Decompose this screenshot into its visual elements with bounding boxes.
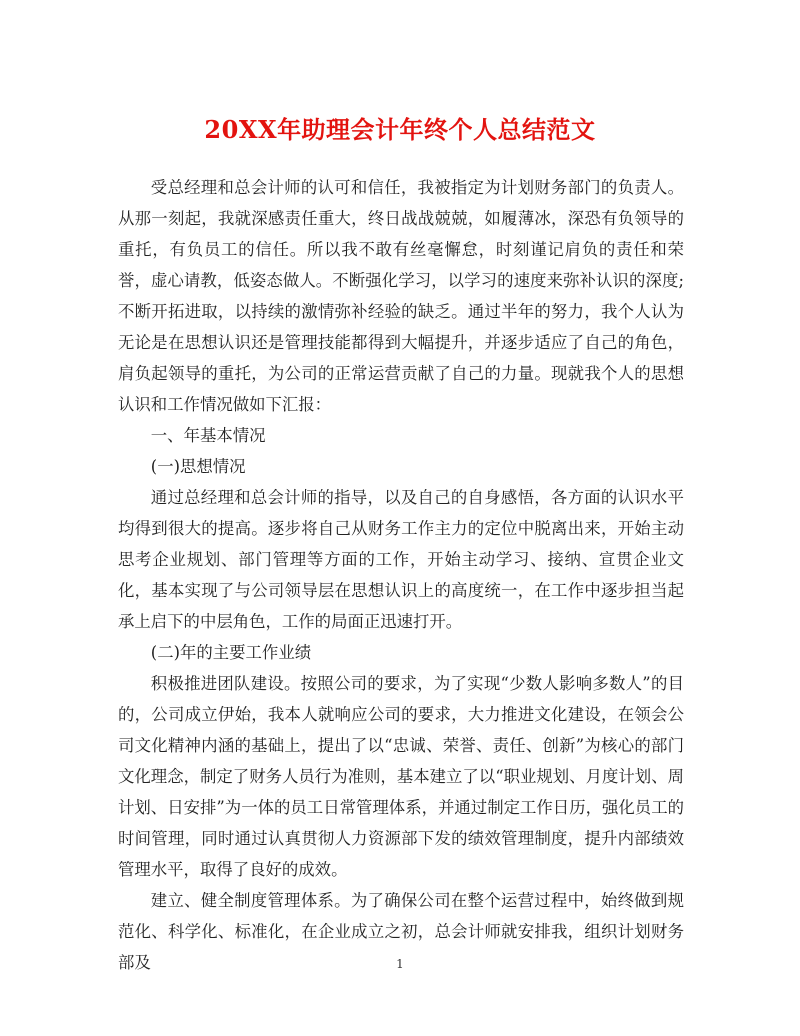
paragraph-thinking: 通过总经理和总会计师的指导，以及自己的自身感悟，各方面的认识水平均得到很大的提高。逐步将自己从财务工作主力的定位中脱离出来，开始主动思考企业规划、部门管理等方面的工作，开始主动学习、接纳、宣贯企业文化，基本实现了与公司领导层在思想认识上的高度统一，在工作中逐步担当起承上启下的中层角色，工作的局面正迅速打开。 xyxy=(118,488,684,631)
paragraph-system-building: 建立、健全制度管理体系。为了确保公司在整个运营过程中，始终做到规范化、科学化、标准化，在企业成立之初，总会计师就安排我，组织计划财务部及 xyxy=(118,891,684,972)
section-heading-basic-situation: 一、年基本情况 xyxy=(150,426,266,445)
document-body xyxy=(118,172,684,978)
paragraph-intro: 受总经理和总会计师的认可和信任，我被指定为计划财务部门的负责人。从那一刻起，我就深感责任重大，终日战战兢兢，如履薄冰，深恐有负领导的重托，有负员工的信任。所以我不敢有丝毫懈怠，时刻谨记肩负的责任和荣誉，虚心请教，低姿态做人。不断强化学习，以学习的速度来弥补认识的深度;不断开拓进取，以持续的激情弥补经验的缺乏。通过半年的努力，我个人认为无论是在思想认识还是管理技能都得到大幅提升，并逐步适应了自己的角色，肩负起领导的重托，为公司的正常运营贡献了自己的力量。现就我个人的思想认识和工作情况做如下汇报： xyxy=(118,178,684,414)
page-number: 1 xyxy=(396,957,404,971)
subsection-heading-achievements: (二)年的主要工作业绩 xyxy=(150,643,312,662)
paragraph-team-building: 积极推进团队建设。按照公司的要求，为了实现“少数人影响多数人”的目的，公司成立伊始，我本人就响应公司的要求，大力推进文化建设，在领会公司文化精神内涵的基础上，提出了以“忠诚、荣誉、责任、创新”为核心的部门文化理念，制定了财务人员行为准则，基本建立了以“职业规划、月度计划、周计划、日安排”为一体的员工日常管理体系，并通过制定工作日历，强化员工的时间管理，同时通过认真贯彻人力资源部下发的绩效管理制度，提升内部绩效管理水平，取得了良好的成效。 xyxy=(118,674,684,879)
document-title: 20XX年助理会计年终个人总结范文 xyxy=(204,115,596,144)
subsection-heading-thinking: (一)思想情况 xyxy=(150,457,246,476)
